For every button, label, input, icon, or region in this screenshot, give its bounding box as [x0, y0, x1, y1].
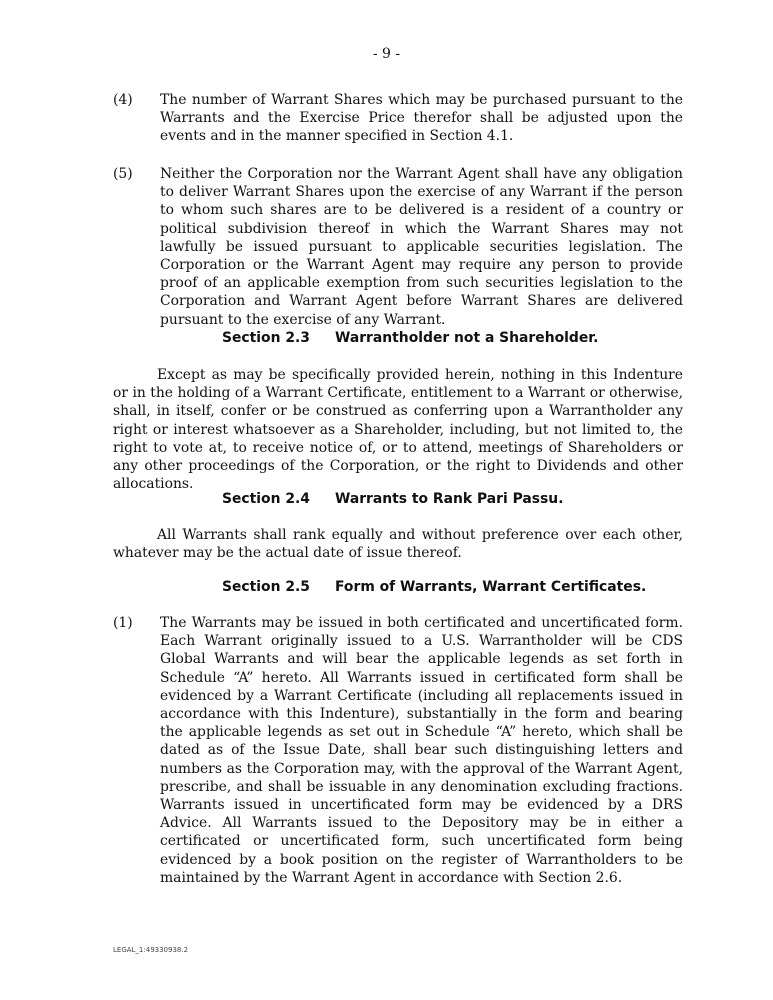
- section-number: Section 2.3: [222, 330, 310, 346]
- clause-text: The Warrants may be issued in both certificated and uncertificated form. Each Warrant originally issued to a U.S. Warrantholder will be CDS Global Warrants and will bear the applicable legends as set forth in Schedule “A” hereto. All Warrants issued in certificated form shall be evidenced by a Warrant Certificate (including all replacements issued in accordance with this Indenture), substantially in the form and bearing the applicable legends as set out in Schedule “A” hereto, which shall be dated as of the Issue Date, shall bear such distinguishing letters and numbers as the Corporation may, with the approval of the Warrant Agent, prescribe, and shall be issuable in any denomination excluding fractions. Warrants issued in uncertificated form may be evidenced by a DRS Advice. All Warrants issued to the Depository may be in either a certificated or uncertificated form, such uncertificated form being evidenced by a book position on the register of Warrantholders to be maintained by the Warrant Agent in accordance with Section 2.6.: [160, 615, 683, 886]
- section-number: Section 2.5: [222, 579, 310, 595]
- document-footer-id: LEGAL_1:49330938.2: [113, 946, 189, 954]
- clause-5: [113, 165, 683, 329]
- page-number: - 9 -: [372, 46, 401, 62]
- section-number: Section 2.4: [222, 491, 310, 507]
- section-2-3-paragraph: Except as may be specifically provided herein, nothing in this Indenture or in the holding of a Warrant Certificate, entitlement to a Warrant or otherwise, shall, in itself, confer or be construed as conferring upon a Warrantholder any right or interest whatsoever as a Shareholder, including, but not limited to, the right to vote at, to receive notice of, or to attend, meetings of Shareholders or any other proceedings of the Corporation, or the right to Dividends and other allocations.: [113, 367, 683, 493]
- clause-text: The number of Warrant Shares which may be purchased pursuant to the Warrants and the Exercise Price therefor shall be adjusted upon the events and in the manner specified in Section 4.1.: [160, 92, 683, 145]
- clause-number: (4): [113, 92, 133, 108]
- clause-number: (1): [113, 615, 133, 631]
- section-title: Warrantholder not a Shareholder.: [335, 330, 599, 346]
- section-title: Warrants to Rank Pari Passu.: [335, 491, 564, 507]
- section-title: Form of Warrants, Warrant Certificates.: [335, 579, 647, 595]
- section-2-4-paragraph: All Warrants shall rank equally and without preference over each other, whatever may be the actual date of issue thereof.: [113, 527, 683, 562]
- clause-1: [113, 614, 683, 887]
- clause-number: (5): [113, 166, 133, 182]
- clause-text: Neither the Corporation nor the Warrant Agent shall have any obligation to deliver Warrant Shares upon the exercise of any Warrant if the person to whom such shares are to be delivered is a resident of a country or political subdivision thereof in which the Warrant Shares may not lawfully be issued pursuant to applicable securities legislation. The Corporation or the Warrant Agent may require any person to provide proof of an applicable exemption from such securities legislation to the Corporation and Warrant Agent before Warrant Shares are delivered pursuant to the exercise of any Warrant.: [160, 166, 683, 328]
- clause-4: [113, 91, 683, 146]
